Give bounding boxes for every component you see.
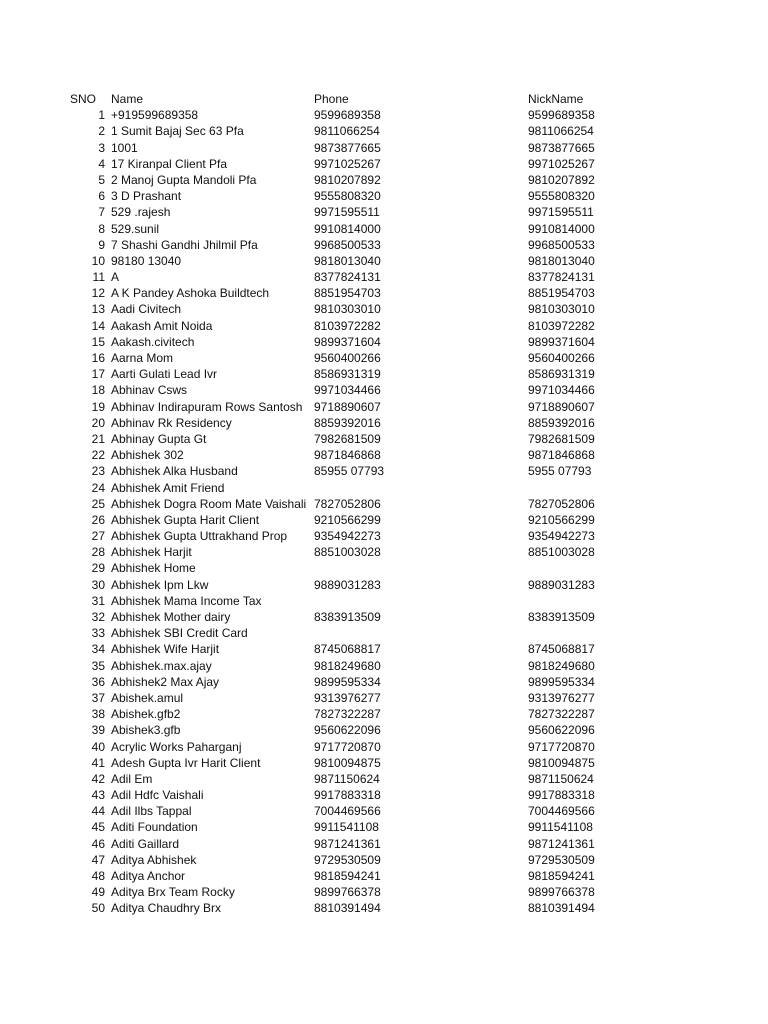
- nickname-cell: 9899371604: [528, 334, 595, 349]
- sno-cell: 36: [91, 674, 105, 689]
- nickname-cell: 9354942273: [528, 529, 595, 544]
- name-cell: Abhishek Mama Income Tax: [111, 593, 262, 608]
- phone-cell: 9899766378: [314, 885, 381, 900]
- sno-cell: 5: [98, 172, 105, 187]
- sno-cell: 50: [91, 901, 105, 916]
- sno-cell: 29: [91, 561, 105, 576]
- table-row: [0, 237, 768, 253]
- nickname-cell: 7827322287: [528, 707, 595, 722]
- sno-cell: 9: [98, 237, 105, 252]
- nickname-cell: 9717720870: [528, 739, 595, 754]
- name-cell: Abhinav Csws: [111, 383, 188, 398]
- table-row: [0, 463, 768, 479]
- table-row: [0, 172, 768, 188]
- name-cell: Abhishek Mother dairy: [111, 610, 231, 624]
- name-cell: Abhishek Alka Husband: [111, 464, 238, 479]
- sno-cell: 49: [91, 885, 105, 900]
- table-row: [0, 803, 768, 819]
- nickname-cell: 9210566299: [528, 512, 595, 527]
- phone-cell: 7827322287: [314, 707, 381, 722]
- phone-cell: 9971025267: [314, 156, 381, 171]
- name-cell: Abishek.amul: [111, 690, 184, 705]
- name-cell: 529 .rajesh: [111, 205, 171, 220]
- phone-cell: 9599689358: [314, 108, 381, 123]
- table-row: [0, 188, 768, 204]
- name-cell: Adil Hdfc Vaishali: [111, 788, 204, 803]
- phone-cell: 9899595334: [314, 674, 381, 689]
- table-row: [0, 334, 768, 350]
- table-row: [0, 852, 768, 868]
- table-row: [0, 269, 768, 285]
- name-cell: Abhishek Wife Harjit: [111, 642, 220, 657]
- nickname-cell: 9818594241: [528, 869, 595, 883]
- nickname-cell: 9910814000: [528, 221, 595, 236]
- table-header-row: [0, 91, 768, 107]
- nickname-cell: 7827052806: [528, 496, 595, 511]
- phone-cell: 7982681509: [314, 431, 381, 446]
- name-cell: Aditya Anchor: [111, 869, 186, 883]
- nickname-cell: 9560622096: [528, 723, 595, 738]
- nickname-cell: 7004469566: [528, 804, 595, 819]
- phone-cell: 9810094875: [314, 755, 381, 770]
- column-header-sno: SNO: [70, 92, 97, 106]
- table-row: [0, 787, 768, 803]
- phone-cell: 9917883318: [314, 788, 381, 803]
- nickname-cell: 8810391494: [528, 901, 595, 916]
- name-cell: Aditya Chaudhry Brx: [111, 901, 222, 916]
- sno-cell: 3: [98, 140, 105, 155]
- nickname-cell: 9729530509: [528, 852, 595, 867]
- name-cell: Aakash Amit Noida: [111, 318, 213, 333]
- table-row: [0, 382, 768, 398]
- phone-cell: 9818594241: [314, 869, 381, 883]
- sno-cell: 27: [91, 529, 105, 544]
- sno-cell: 10: [91, 253, 105, 268]
- name-cell: Abhinav Rk Residency: [111, 415, 232, 430]
- nickname-cell: 9873877665: [528, 140, 595, 155]
- phone-cell: 9899371604: [314, 334, 381, 349]
- table-row: [0, 480, 768, 496]
- table-row: [0, 771, 768, 787]
- sno-cell: 15: [91, 334, 105, 349]
- sno-cell: 22: [91, 448, 105, 463]
- sno-cell: 45: [91, 820, 105, 835]
- nickname-cell: 8851954703: [528, 286, 595, 301]
- nickname-cell: 9818249680: [528, 658, 595, 673]
- nickname-cell: 8859392016: [528, 415, 595, 430]
- phone-cell: 9717720870: [314, 739, 381, 754]
- table-row: [0, 625, 768, 641]
- nickname-cell: 9917883318: [528, 788, 595, 803]
- phone-cell: 9911541108: [314, 820, 379, 835]
- name-cell: Abhishek SBI Credit Card: [111, 626, 248, 641]
- table-row: [0, 107, 768, 123]
- sno-cell: 44: [91, 804, 105, 819]
- table-row: [0, 658, 768, 674]
- table-row: [0, 221, 768, 237]
- sno-cell: 47: [91, 852, 105, 867]
- phone-cell: 9718890607: [314, 399, 381, 414]
- phone-cell: 9560622096: [314, 723, 381, 738]
- name-cell: Aarti Gulati Lead Ivr: [111, 367, 218, 382]
- nickname-cell: 8586931319: [528, 367, 595, 382]
- sno-cell: 13: [91, 302, 105, 317]
- sno-cell: 41: [91, 755, 105, 770]
- table-row: [0, 156, 768, 172]
- nickname-cell: 9560400266: [528, 351, 595, 365]
- name-cell: Aditya Brx Team Rocky: [111, 885, 235, 900]
- nickname-cell: 7982681509: [528, 431, 595, 446]
- nickname-cell: 9899766378: [528, 885, 595, 900]
- nickname-cell: 9871846868: [528, 448, 595, 463]
- name-cell: 17 Kiranpal Client Pfa: [111, 156, 228, 171]
- phone-cell: 85955 07793: [314, 464, 385, 479]
- table-row: [0, 253, 768, 269]
- phone-cell: 9818013040: [314, 253, 381, 268]
- sno-cell: 24: [91, 480, 105, 495]
- sno-cell: 16: [91, 351, 105, 365]
- table-row: [0, 755, 768, 771]
- name-cell: Abhishek Harjit: [111, 545, 192, 560]
- phone-cell: 9871241361: [314, 836, 381, 851]
- nickname-cell: 8745068817: [528, 642, 595, 657]
- sno-cell: 42: [91, 771, 105, 786]
- table-row: [0, 301, 768, 317]
- column-header-phone: Phone: [314, 92, 349, 106]
- name-cell: Abhishek Dogra Room Mate Vaishali: [111, 496, 307, 511]
- sno-cell: 11: [92, 270, 105, 285]
- sno-cell: 18: [91, 383, 105, 398]
- name-cell: Aditi Gaillard: [111, 836, 180, 851]
- nickname-cell: 9889031283: [528, 577, 595, 592]
- nickname-cell: 9718890607: [528, 399, 595, 414]
- sno-cell: 17: [91, 367, 105, 382]
- table-row: [0, 739, 768, 755]
- table-row: [0, 496, 768, 512]
- name-cell: Abhishek 302: [111, 448, 184, 463]
- table-row: [0, 641, 768, 657]
- table-row: [0, 123, 768, 139]
- name-cell: Abhishek Gupta Uttrakhand Prop: [111, 529, 288, 544]
- name-cell: Abhishek2 Max Ajay: [111, 674, 220, 689]
- name-cell: 98180 13040: [111, 253, 182, 268]
- phone-cell: 9210566299: [314, 512, 381, 527]
- sno-cell: 31: [91, 593, 105, 608]
- name-cell: +919599689358: [111, 108, 199, 123]
- phone-cell: 8859392016: [314, 415, 381, 430]
- table-row: [0, 722, 768, 738]
- nickname-cell: 9555808320: [528, 189, 595, 204]
- phone-cell: 9871150624: [314, 771, 380, 786]
- name-cell: Abhishek Home: [111, 561, 196, 576]
- phone-cell: 8377824131: [314, 270, 381, 285]
- nickname-cell: 9818013040: [528, 253, 595, 268]
- sno-cell: 23: [91, 464, 105, 479]
- sno-cell: 21: [91, 431, 105, 446]
- table-row: [0, 560, 768, 576]
- name-cell: Acrylic Works Paharganj: [111, 739, 242, 754]
- sno-cell: 20: [91, 415, 105, 430]
- sno-cell: 28: [91, 545, 105, 560]
- table-row: [0, 204, 768, 220]
- nickname-cell: 8103972282: [528, 318, 595, 333]
- phone-cell: 8103972282: [314, 318, 381, 333]
- sno-cell: 8: [98, 221, 105, 236]
- phone-cell: 9873877665: [314, 140, 381, 155]
- sno-cell: 2: [98, 124, 105, 139]
- nickname-cell: 9968500533: [528, 237, 595, 252]
- phone-cell: 9818249680: [314, 658, 381, 673]
- sno-cell: 35: [91, 658, 105, 673]
- phone-cell: 9560400266: [314, 351, 381, 365]
- sno-cell: 1: [98, 108, 105, 123]
- sno-cell: 19: [91, 399, 105, 414]
- name-cell: Adil Ilbs Tappal: [111, 804, 192, 819]
- name-cell: 7 Shashi Gandhi Jhilmil Pfa: [111, 237, 258, 252]
- table-row: [0, 512, 768, 528]
- name-cell: Aadi Civitech: [111, 302, 182, 317]
- sno-cell: 48: [91, 869, 105, 883]
- phone-cell: 8810391494: [314, 901, 381, 916]
- contacts-table: [0, 91, 768, 917]
- phone-cell: 9971034466: [314, 383, 381, 398]
- table-body: [0, 107, 768, 916]
- nickname-cell: 9599689358: [528, 108, 595, 123]
- sno-cell: 30: [91, 577, 105, 592]
- sno-cell: 4: [98, 156, 105, 171]
- sno-cell: 38: [91, 707, 105, 722]
- name-cell: Abishek3.gfb: [111, 723, 181, 738]
- table-row: [0, 350, 768, 366]
- nickname-cell: 9810094875: [528, 755, 595, 770]
- name-cell: A K Pandey Ashoka Buildtech: [111, 286, 270, 301]
- phone-cell: 9810303010: [314, 302, 381, 317]
- name-cell: Aditya Abhishek: [111, 852, 197, 867]
- phone-cell: 9968500533: [314, 237, 381, 252]
- table-row: [0, 609, 768, 625]
- table-row: [0, 318, 768, 334]
- phone-cell: 8586931319: [314, 367, 381, 382]
- table-row: [0, 399, 768, 415]
- sno-cell: 25: [91, 496, 105, 511]
- sno-cell: 37: [91, 690, 105, 705]
- phone-cell: 9971595511: [314, 205, 380, 220]
- name-cell: Abhishek Ipm Lkw: [111, 577, 209, 592]
- sno-cell: 34: [91, 642, 105, 657]
- nickname-cell: 9871241361: [528, 836, 595, 851]
- column-header-name: Name: [111, 92, 144, 106]
- name-cell: Abhishek Gupta Harit Client: [111, 512, 260, 527]
- name-cell: Aarna Mom: [111, 351, 174, 365]
- sno-cell: 12: [91, 286, 105, 301]
- nickname-cell: 9911541108: [528, 820, 593, 835]
- table-row: [0, 140, 768, 156]
- name-cell: Adil Em: [111, 771, 153, 786]
- table-row: [0, 836, 768, 852]
- nickname-cell: 9810207892: [528, 172, 595, 187]
- sno-cell: 46: [91, 836, 105, 851]
- table-row: [0, 884, 768, 900]
- table-row: [0, 415, 768, 431]
- phone-cell: 9889031283: [314, 577, 381, 592]
- name-cell: 1001: [111, 140, 138, 155]
- name-cell: Abhinav Indirapuram Rows Santosh: [111, 399, 303, 414]
- phone-cell: 9910814000: [314, 221, 381, 236]
- sno-cell: 32: [91, 610, 105, 624]
- name-cell: Aakash.civitech: [111, 334, 195, 349]
- name-cell: 3 D Prashant: [111, 189, 182, 204]
- sno-cell: 40: [91, 739, 105, 754]
- table-row: [0, 868, 768, 884]
- phone-cell: 9354942273: [314, 529, 381, 544]
- name-cell: 2 Manoj Gupta Mandoli Pfa: [111, 172, 257, 187]
- table-row: [0, 674, 768, 690]
- sno-cell: 14: [91, 318, 105, 333]
- name-cell: Abhinay Gupta Gt: [111, 431, 207, 446]
- name-cell: Adesh Gupta Ivr Harit Client: [111, 755, 261, 770]
- table-row: [0, 431, 768, 447]
- table-row: [0, 366, 768, 382]
- nickname-cell: 9899595334: [528, 674, 595, 689]
- name-cell: 1 Sumit Bajaj Sec 63 Pfa: [111, 124, 244, 139]
- name-cell: Aditi Foundation: [111, 820, 198, 835]
- phone-cell: 8851954703: [314, 286, 381, 301]
- sno-cell: 7: [98, 205, 105, 220]
- table-row: [0, 900, 768, 916]
- name-cell: Abhishek Amit Friend: [111, 480, 225, 495]
- phone-cell: 9313976277: [314, 690, 381, 705]
- phone-cell: 9810207892: [314, 172, 381, 187]
- nickname-cell: 5955 07793: [528, 464, 592, 479]
- nickname-cell: 8851003028: [528, 545, 595, 560]
- table-row: [0, 577, 768, 593]
- name-cell: A: [111, 270, 120, 285]
- nickname-cell: 8377824131: [528, 270, 595, 285]
- table-row: [0, 285, 768, 301]
- nickname-cell: 9971595511: [528, 205, 594, 220]
- column-header-nickname: NickName: [528, 92, 584, 106]
- phone-cell: 8383913509: [314, 610, 381, 624]
- name-cell: Abhishek.max.ajay: [111, 658, 212, 673]
- nickname-cell: 8383913509: [528, 610, 595, 624]
- nickname-cell: 9971025267: [528, 156, 595, 171]
- sno-cell: 39: [91, 723, 105, 738]
- phone-cell: 8745068817: [314, 642, 381, 657]
- nickname-cell: 9971034466: [528, 383, 595, 398]
- phone-cell: 9555808320: [314, 189, 381, 204]
- nickname-cell: 9313976277: [528, 690, 595, 705]
- phone-cell: 9811066254: [314, 124, 380, 139]
- phone-cell: 9871846868: [314, 448, 381, 463]
- sno-cell: 6: [98, 189, 105, 204]
- table-row: [0, 706, 768, 722]
- sno-cell: 33: [91, 626, 105, 641]
- phone-cell: 7827052806: [314, 496, 381, 511]
- nickname-cell: 9811066254: [528, 124, 594, 139]
- phone-cell: 9729530509: [314, 852, 381, 867]
- table-row: [0, 544, 768, 560]
- nickname-cell: 9810303010: [528, 302, 595, 317]
- sno-cell: 26: [91, 512, 105, 527]
- table-row: [0, 819, 768, 835]
- sno-cell: 43: [91, 788, 105, 803]
- table-row: [0, 690, 768, 706]
- nickname-cell: 9871150624: [528, 771, 594, 786]
- table-row: [0, 593, 768, 609]
- table-row: [0, 528, 768, 544]
- name-cell: Abishek.gfb2: [111, 707, 181, 722]
- phone-cell: 8851003028: [314, 545, 381, 560]
- name-cell: 529.sunil: [111, 221, 160, 236]
- table-row: [0, 447, 768, 463]
- phone-cell: 7004469566: [314, 804, 381, 819]
